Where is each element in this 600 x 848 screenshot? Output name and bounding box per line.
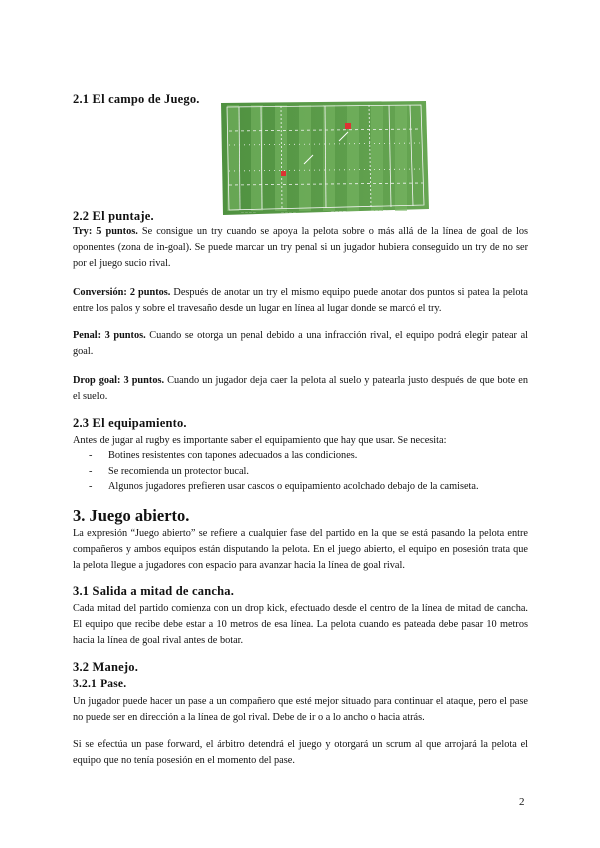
section-2-1-heading: 2.1 El campo de Juego.: [73, 92, 200, 106]
svg-text:— — — —: — — — —: [331, 209, 346, 213]
section-3-1-heading: 3.1 Salida a mitad de cancha.: [73, 584, 235, 598]
forward-pass-paragraph: Si se efectúa un pase forward, el árbitro detendrá el juego y otorgará un scrum al que arrojará la pelota el equipo que no tenía posesión en el momento del pase.: [73, 739, 528, 766]
section-3-2-heading: 3.2 Manejo.: [73, 660, 139, 674]
section-3-heading: 3. Juego abierto.: [73, 506, 190, 525]
section-3-2-1-heading: 3.2.1 Pase.: [73, 678, 127, 690]
svg-text:— — — —: — — — —: [241, 210, 256, 214]
drop-goal-paragraph: [73, 373, 528, 405]
svg-text:— — — —: — — — —: [371, 208, 386, 212]
section-3-1-paragraph: Cada mitad del partido comienza con un drop kick, efectuado desde el centro de la línea de mitad de cancha. El equipo que recibe debe estar a 10 metros de esa línea. La pelota cuando es pateada debe pasar 10 metros hacia la línea de goal rival antes de botar.: [73, 603, 528, 646]
list-item: - Botines resistentes con tapones adecuados a las condiciones.: [73, 448, 528, 464]
conversion-label: Conversión: 2 puntos.: [73, 287, 171, 298]
drop-goal-text: Cuando un jugador deja caer la pelota al suelo y patearla justo después de que bote en el suelo.: [73, 375, 528, 402]
try-text: Se consigue un try cuando se apoya la pelota sobre o más allá de la línea de goal de los oponentes (zona de in-goal). Se puede marcar un try penal si un jugador hubiera conseguido un try de no ser por el juego sucio rival.: [73, 226, 528, 269]
equipment-intro: Antes de jugar al rugby es importante saber el equipamiento que hay que usar. Se necesita:: [73, 435, 447, 446]
list-item: - Algunos jugadores prefieren usar cascos o equipamiento acolchado debajo de la camiseta.: [73, 479, 528, 495]
pass-paragraph: Un jugador puede hacer un pase a un compañero que esté mejor situado para continuar el ataque, pero el pase no puede ser en dirección a la línea de gol rival. Debe de ir o a lo ancho o hacia atrás.: [73, 696, 528, 723]
page-number: 2: [519, 796, 525, 808]
list-item: - Se recomienda un protector bucal.: [73, 464, 528, 480]
drop-goal-label: Drop goal: 3 puntos.: [73, 375, 165, 386]
penal-label: Penal: 3 puntos.: [73, 330, 146, 341]
try-label: Try: 5 puntos.: [73, 226, 138, 237]
conversion-text: Después de anotar un try el mismo equipo puede anotar dos puntos si patea la pelota entre los palos y sobre el travesaño desde un lugar en línea al lugar donde se marcó el try.: [73, 287, 528, 314]
penal-paragraph: [73, 328, 528, 360]
section-2-2-heading: 2.2 El puntaje.: [73, 209, 154, 223]
rugby-field-diagram-icon: [221, 101, 430, 215]
try-paragraph: [73, 224, 528, 272]
section-3-paragraph: La expresión “Juego abierto” se refiere a cualquier fase del partido en la que se está pasando la pelota entre compañeros y ambos equipos están disputando la pelota. En el juego abierto, el equipo en posesión trata que la pelota llegue a jugadores con espacio para avanzar hacia la línea de goal rival.: [73, 528, 528, 571]
svg-text:— — — —: — — — —: [281, 210, 296, 214]
penal-text: Cuando se otorga un penal debido a una infracción rival, el equipo podrá elegir patear al goal.: [73, 330, 528, 357]
conversion-paragraph: [73, 285, 528, 317]
section-2-3-heading: 2.3 El equipamiento.: [73, 416, 187, 430]
equipment-list: [73, 448, 528, 495]
